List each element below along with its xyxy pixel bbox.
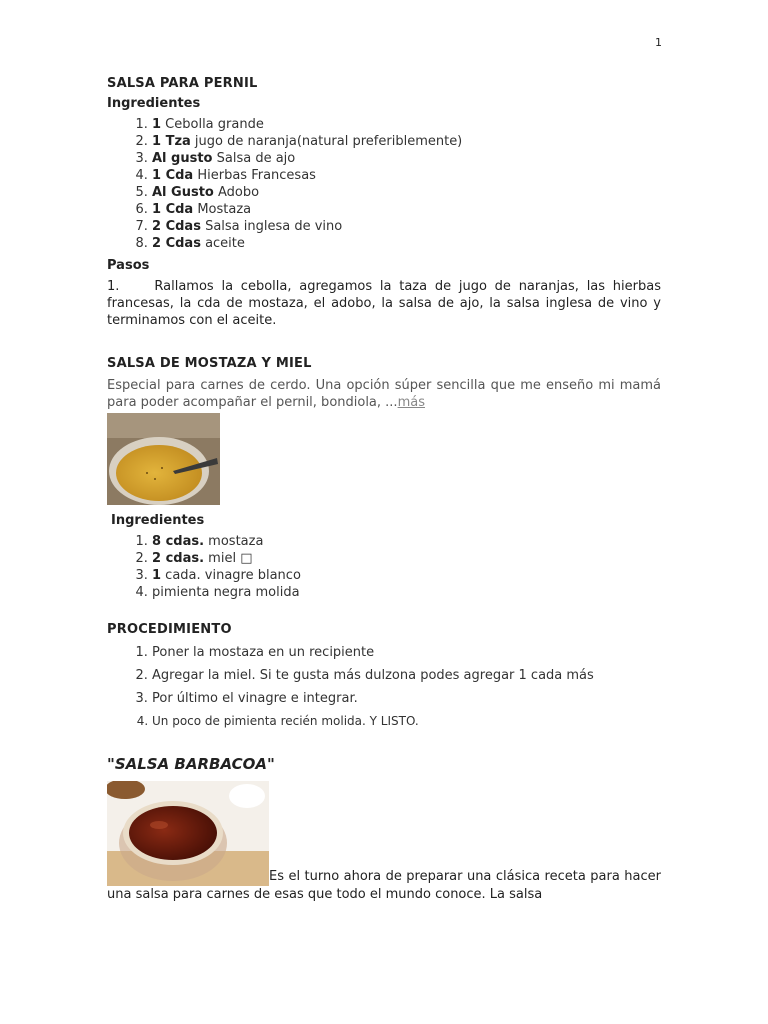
procedure-list	[107, 641, 661, 733]
ingredient-text: Cebolla grande	[161, 117, 264, 132]
list-item	[152, 550, 661, 567]
ingredient-quantity: 2 Cdas	[152, 219, 201, 234]
ingredient-quantity: 2 cdas.	[152, 551, 205, 566]
ingredient-quantity: 1	[152, 117, 162, 132]
list-item	[152, 218, 661, 235]
ingredient-text: jugo de naranja(natural preferiblemente)	[190, 134, 463, 149]
barbecue-sauce-photo	[107, 781, 269, 886]
steps-heading: Pasos	[107, 258, 150, 273]
ingredient-quantity: Al gusto	[152, 151, 213, 166]
ingredients-heading-mostaza: Ingredientes	[111, 513, 205, 528]
ingredients-heading: Ingredientes	[107, 96, 201, 111]
step-paragraph	[107, 278, 661, 329]
ingredient-text: cada. vinagre blanco	[161, 568, 301, 583]
ingredient-text: Adobo	[213, 185, 260, 200]
ingredient-text: Mostaza	[193, 202, 252, 217]
ingredient-quantity: 1	[152, 568, 162, 583]
ingredients-list-pernil	[107, 116, 661, 252]
procedure-step: 4. Un poco de pimienta recién molida. Y LISTO.	[152, 710, 661, 733]
list-item	[152, 235, 661, 252]
ingredient-quantity: 2 Cdas	[152, 236, 201, 251]
section-title-barbacoa: "SALSA BARBACOA"	[107, 755, 275, 773]
list-item	[152, 116, 661, 133]
ingredients-list-mostaza	[107, 533, 661, 601]
list-item	[152, 584, 661, 601]
ingredient-text: Salsa de ajo	[212, 151, 296, 166]
procedure-step: 3. Por último el vinagre e integrar.	[152, 687, 661, 710]
mustard-bowl-photo	[107, 413, 220, 505]
list-item	[152, 133, 661, 150]
ingredient-text: Salsa inglesa de vino	[200, 219, 343, 234]
step-text: Rallamos la cebolla, agregamos la taza de jugo de naranjas, las hierbas francesas, la cda de mostaza, el adobo, la salsa de ajo, la salsa inglesa de vino y terminamos con el aceite.	[107, 279, 661, 328]
section-title-pernil: SALSA PARA PERNIL	[107, 76, 258, 91]
list-item	[152, 184, 661, 201]
list-item	[152, 567, 661, 584]
mostaza-intro	[107, 377, 661, 411]
procedure-heading: PROCEDIMIENTO	[107, 622, 232, 637]
ingredient-quantity: 8 cdas.	[152, 534, 205, 549]
barbacoa-text: Es el turno ahora de preparar una clásica receta para hacer una salsa para carnes de esas que todo el mundo conoce. La salsa	[107, 869, 661, 902]
procedure-step: 1. Poner la mostaza en un recipiente	[152, 641, 661, 664]
ingredient-text: miel □	[204, 551, 253, 566]
list-item	[152, 150, 661, 167]
page-number: 1	[655, 36, 662, 49]
ingredient-text: pimienta negra molida	[152, 585, 300, 600]
ingredient-text: Hierbas Francesas	[193, 168, 316, 183]
more-link[interactable]: más	[397, 395, 425, 410]
list-item	[152, 201, 661, 218]
ingredient-quantity: 1 Tza	[152, 134, 191, 149]
ingredient-quantity: 1 Cda	[152, 168, 194, 183]
ingredient-text: aceite	[200, 236, 245, 251]
document-body	[107, 76, 661, 904]
ingredient-text: mostaza	[204, 534, 264, 549]
step-number: 1.	[107, 279, 120, 294]
list-item	[152, 533, 661, 550]
ingredient-quantity: Al Gusto	[152, 185, 214, 200]
section-title-mostaza: SALSA DE MOSTAZA Y MIEL	[107, 356, 312, 371]
list-item	[152, 167, 661, 184]
intro-text: Especial para carnes de cerdo. Una opción súper sencilla que me enseño mi mamá para poder acompañar el pernil, bondiola, ...	[107, 378, 661, 410]
procedure-step: 2. Agregar la miel. Si te gusta más dulzona podes agregar 1 cada más	[152, 664, 661, 687]
ingredient-quantity: 1 Cda	[152, 202, 194, 217]
barbacoa-paragraph	[107, 781, 661, 904]
